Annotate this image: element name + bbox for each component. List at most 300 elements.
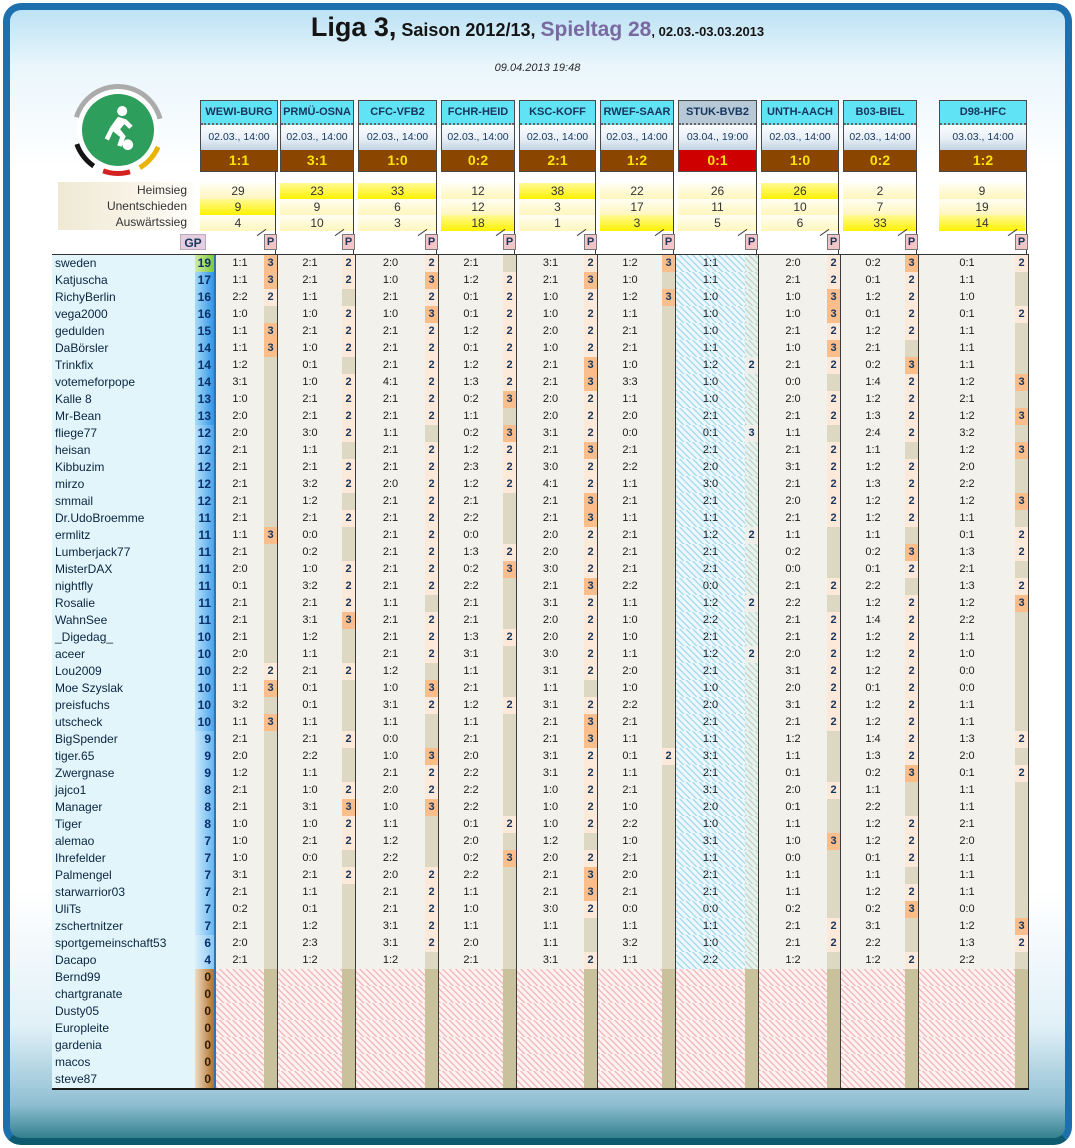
prediction-cell: [278, 561, 356, 578]
points-value: [503, 612, 516, 629]
stat-value: 3: [358, 215, 437, 231]
prediction-cell: [759, 850, 841, 867]
prediction-cell: [356, 323, 439, 340]
prediction-value: 1:2: [865, 512, 881, 524]
empty-prediction-cell: [439, 1037, 517, 1054]
prediction-cell: [517, 425, 598, 442]
prediction-value: 1:1: [622, 920, 638, 932]
table-row-empty: [52, 1020, 1029, 1037]
title-league: Liga 3,: [310, 12, 397, 42]
points-value: 2: [342, 408, 355, 425]
prediction-value: 2:1: [622, 444, 638, 456]
points-value: [425, 816, 438, 833]
prediction-cell: [759, 408, 841, 425]
player-name: sportgemeinschaft53: [52, 935, 195, 952]
prediction-value: 1:0: [232, 852, 248, 864]
prediction-cell: [759, 901, 841, 918]
points-value: 2: [827, 493, 840, 510]
prediction-value: 2:0: [463, 835, 479, 847]
points-value: 2: [584, 476, 597, 493]
points-stripe: [827, 986, 840, 1003]
table-row: [52, 323, 1029, 340]
prediction-cell: [517, 459, 598, 476]
points-value: 2: [342, 510, 355, 527]
prediction-cell: [216, 833, 278, 850]
prediction-table: [52, 100, 1029, 1090]
prediction-value: 3:1: [542, 699, 559, 711]
points-value: [1015, 850, 1028, 867]
prediction-value: 2:1: [232, 801, 248, 813]
points-stripe: [503, 1003, 516, 1020]
empty-prediction-cell: [278, 1071, 356, 1088]
prediction-value: 1:1: [542, 920, 559, 932]
empty-prediction-cell: [517, 1071, 598, 1088]
prediction-value: 2:1: [542, 733, 559, 745]
points-value: [264, 901, 277, 918]
points-header: P: [425, 234, 438, 250]
prediction-value: 0:2: [865, 546, 881, 558]
points-value: [745, 697, 758, 714]
points-value: 2: [905, 748, 918, 765]
prediction-cell: [919, 680, 1029, 697]
prediction-value: 0:0: [959, 682, 975, 694]
prediction-cell: [919, 646, 1029, 663]
prediction-cell: [356, 561, 439, 578]
table-row-empty: [52, 1003, 1029, 1020]
prediction-value: 2:1: [542, 495, 559, 507]
prediction-value: 1:2: [865, 665, 881, 677]
empty-prediction-cell: [278, 1020, 356, 1037]
points-stripe: [1015, 1054, 1028, 1071]
points-value: 2: [584, 459, 597, 476]
prediction-cell: [841, 646, 919, 663]
points-stripe: [425, 1020, 438, 1037]
points-value: [827, 901, 840, 918]
prediction-value: 2:0: [622, 869, 638, 881]
points-value: 2: [584, 255, 597, 272]
points-value: 3: [264, 323, 277, 340]
player-name: starwarrior03: [52, 884, 195, 901]
match-header-box: [843, 100, 917, 172]
table-row: [52, 697, 1029, 714]
prediction-value: 4:1: [382, 376, 399, 388]
prediction-cell: [598, 425, 676, 442]
points-value: [745, 306, 758, 323]
prediction-cell: [356, 255, 439, 272]
player-name: mirzo: [52, 476, 195, 493]
prediction-value: 2:2: [959, 614, 975, 626]
prediction-value: 1:1: [622, 597, 638, 609]
prediction-cell: [278, 578, 356, 595]
prediction-cell: [439, 340, 517, 357]
points-value: 2: [503, 374, 516, 391]
points-value: [503, 510, 516, 527]
points-value: 2: [905, 714, 918, 731]
prediction-value: 1:1: [622, 308, 638, 320]
prediction-value: 1:0: [232, 835, 248, 847]
player-name: jajco1: [52, 782, 195, 799]
player-gp: 12: [195, 425, 216, 442]
prediction-value: 2:1: [302, 512, 318, 524]
prediction-cell: [216, 697, 278, 714]
prediction-cell: [517, 493, 598, 510]
table-row: [52, 629, 1029, 646]
prediction-value: 2:0: [542, 614, 559, 626]
prediction-value: 1:2: [865, 631, 881, 643]
points-value: [1015, 612, 1028, 629]
prediction-cell: [356, 867, 439, 884]
points-value: 2: [503, 544, 516, 561]
prediction-value: 1:1: [785, 427, 801, 439]
prediction-value: 1:2: [865, 325, 881, 337]
prediction-cell: [439, 850, 517, 867]
table-row: [52, 289, 1029, 306]
prediction-cell: [919, 867, 1029, 884]
prediction-value: 3:1: [542, 597, 559, 609]
points-value: [662, 374, 675, 391]
prediction-value: 1:2: [785, 954, 801, 966]
points-value: [342, 442, 355, 459]
prediction-value: 2:1: [382, 563, 399, 575]
prediction-value: 0:0: [302, 529, 318, 541]
points-value: [342, 714, 355, 731]
points-value: [1015, 272, 1028, 289]
prediction-value: 2:1: [542, 444, 559, 456]
player-name: preisfuchs: [52, 697, 195, 714]
prediction-cell: [278, 731, 356, 748]
empty-prediction-cell: [356, 1071, 439, 1088]
points-stripe: [503, 1020, 516, 1037]
no-prediction-hatch: [439, 1003, 503, 1020]
prediction-value: 0:0: [676, 578, 745, 595]
player-gp: 11: [195, 561, 216, 578]
points-stripe: [662, 986, 675, 1003]
prediction-value: 0:2: [463, 563, 479, 575]
prediction-value: 1:1: [302, 648, 318, 660]
no-prediction-hatch: [676, 1054, 745, 1071]
points-stripe: [745, 986, 758, 1003]
prediction-cell: [841, 697, 919, 714]
points-value: [1015, 816, 1028, 833]
prediction-cell: [759, 578, 841, 595]
no-prediction-hatch: [517, 1054, 584, 1071]
prediction-cell: [356, 816, 439, 833]
points-value: [264, 884, 277, 901]
prediction-value: 1:0: [676, 680, 745, 697]
prediction-value: 2:0: [232, 937, 248, 949]
prediction-value: 0:0: [622, 427, 638, 439]
prediction-value: 2:1: [232, 478, 248, 490]
prediction-cell: [517, 867, 598, 884]
points-value: 3: [905, 544, 918, 561]
points-header: P: [745, 234, 758, 250]
points-value: 2: [905, 323, 918, 340]
prediction-cell: [676, 765, 759, 782]
prediction-cell: [356, 476, 439, 493]
points-stripe: [905, 1020, 918, 1037]
match-date: 02.03., 14:00: [844, 125, 916, 150]
prediction-cell: [676, 255, 759, 272]
prediction-cell: [598, 255, 676, 272]
prediction-value: 1:3: [865, 750, 881, 762]
points-value: [827, 867, 840, 884]
prediction-value: 2:2: [302, 750, 318, 762]
team-header: D98-HFC: [940, 101, 1026, 125]
prediction-value: 3:1: [542, 427, 559, 439]
player-name: Trinkfix: [52, 357, 195, 374]
prediction-cell: [598, 765, 676, 782]
prediction-cell: [278, 799, 356, 816]
prediction-value: 2:1: [302, 733, 318, 745]
no-prediction-hatch: [676, 1003, 745, 1020]
prediction-cell: [278, 697, 356, 714]
prediction-cell: [517, 884, 598, 901]
points-value: [1015, 561, 1028, 578]
points-stripe: [662, 1071, 675, 1088]
prediction-value: 2:0: [959, 750, 975, 762]
player-gp: 14: [195, 340, 216, 357]
prediction-cell: [216, 629, 278, 646]
player-gp: 12: [195, 459, 216, 476]
prediction-cell: [598, 867, 676, 884]
table-row: [52, 748, 1029, 765]
prediction-cell: [759, 357, 841, 374]
prediction-value: 2:1: [785, 274, 801, 286]
prediction-value: 1:0: [382, 308, 399, 320]
team-header: CFC-VFB2: [359, 101, 436, 125]
prediction-value: 2:1: [676, 714, 745, 731]
prediction-value: 2:1: [622, 563, 638, 575]
points-value: 2: [905, 408, 918, 425]
points-value: [264, 459, 277, 476]
prediction-cell: [517, 612, 598, 629]
points-value: 2: [503, 357, 516, 374]
prediction-value: 1:1: [676, 255, 745, 272]
prediction-cell: [517, 697, 598, 714]
no-prediction-hatch: [919, 969, 1015, 986]
prediction-cell: [278, 425, 356, 442]
prediction-value: 1:0: [622, 682, 638, 694]
no-prediction-hatch: [676, 1020, 745, 1037]
points-value: 2: [827, 510, 840, 527]
match-column: [759, 100, 841, 231]
empty-prediction-cell: [278, 969, 356, 986]
empty-prediction-cell: [439, 986, 517, 1003]
empty-prediction-cell: [216, 1003, 278, 1020]
points-stripe: [584, 986, 597, 1003]
prediction-cell: [598, 748, 676, 765]
points-value: 2: [425, 340, 438, 357]
prediction-cell: [919, 595, 1029, 612]
prediction-value: 3:1: [382, 937, 399, 949]
player-gp: 12: [195, 442, 216, 459]
empty-prediction-cell: [676, 1003, 759, 1020]
points-value: [264, 646, 277, 663]
prediction-value: 0:0: [785, 563, 801, 575]
prediction-cell: [439, 510, 517, 527]
points-stripe: [425, 969, 438, 986]
prediction-cell: [598, 714, 676, 731]
prediction-cell: [439, 306, 517, 323]
points-value: 2: [584, 323, 597, 340]
prediction-cell: [356, 425, 439, 442]
points-value: [662, 493, 675, 510]
points-value: [827, 731, 840, 748]
stat-value: 33: [358, 183, 437, 199]
no-prediction-hatch: [517, 986, 584, 1003]
prediction-value: 2:1: [382, 359, 399, 371]
stat-value: 23: [280, 183, 354, 199]
points-value: [745, 816, 758, 833]
points-value: 2: [342, 476, 355, 493]
points-value: [827, 374, 840, 391]
points-value: 3: [584, 493, 597, 510]
match-column: [841, 100, 919, 231]
prediction-cell: [216, 884, 278, 901]
points-value: [264, 748, 277, 765]
player-name: Lou2009: [52, 663, 195, 680]
empty-prediction-cell: [216, 1020, 278, 1037]
points-value: 3: [1015, 408, 1028, 425]
points-stripe: [503, 969, 516, 986]
prediction-cell: [841, 255, 919, 272]
prediction-cell: [216, 816, 278, 833]
prediction-cell: [841, 476, 919, 493]
points-value: [425, 833, 438, 850]
prediction-value: 2:2: [382, 852, 399, 864]
prediction-value: 2:3: [463, 461, 479, 473]
prediction-cell: [216, 544, 278, 561]
points-stripe: [827, 1071, 840, 1088]
match-result: 1:2: [940, 150, 1026, 171]
prediction-value: 1:1: [463, 886, 479, 898]
prediction-value: 1:2: [622, 257, 638, 269]
table-row: [52, 884, 1029, 901]
team-header: FCHR-HEID: [442, 101, 514, 125]
player-gp: 11: [195, 612, 216, 629]
prediction-cell: [676, 391, 759, 408]
prediction-cell: [598, 476, 676, 493]
prediction-value: 1:2: [865, 699, 881, 711]
empty-prediction-cell: [919, 1054, 1029, 1071]
no-prediction-hatch: [759, 1071, 827, 1088]
player-gp: 0: [195, 1003, 216, 1020]
points-value: [905, 578, 918, 595]
table-row: [52, 850, 1029, 867]
points-value: 3: [425, 799, 438, 816]
points-value: [264, 391, 277, 408]
prediction-value: 1:2: [865, 716, 881, 728]
prediction-value: 1:1: [959, 342, 975, 354]
points-value: 2: [905, 629, 918, 646]
points-stripe: [662, 969, 675, 986]
prediction-cell: [517, 901, 598, 918]
prediction-value: 0:1: [463, 291, 479, 303]
points-value: 2: [905, 374, 918, 391]
prediction-value: 2:0: [785, 682, 801, 694]
prediction-cell: [278, 782, 356, 799]
player-name: Tiger: [52, 816, 195, 833]
prediction-value: 1:0: [622, 359, 638, 371]
table-row: [52, 255, 1029, 272]
prediction-value: 2:0: [622, 665, 638, 677]
prediction-cell: [216, 935, 278, 952]
points-value: [827, 561, 840, 578]
no-prediction-hatch: [919, 1003, 1015, 1020]
points-value: [662, 340, 675, 357]
prediction-value: 2:1: [302, 257, 318, 269]
prediction-cell: [598, 408, 676, 425]
points-value: [264, 952, 277, 969]
points-value: [662, 323, 675, 340]
prediction-value: 3:0: [542, 648, 559, 660]
table-row: [52, 408, 1029, 425]
table-row-empty: [52, 1054, 1029, 1071]
prediction-cell: [517, 561, 598, 578]
prediction-value: 2:1: [785, 410, 801, 422]
points-value: [905, 442, 918, 459]
prediction-cell: [598, 544, 676, 561]
prediction-cell: [919, 918, 1029, 935]
prediction-value: 2:1: [676, 867, 745, 884]
prediction-cell: [216, 340, 278, 357]
no-prediction-hatch: [216, 1054, 264, 1071]
points-value: [264, 935, 277, 952]
prediction-cell: [919, 255, 1029, 272]
empty-prediction-cell: [676, 1037, 759, 1054]
match-header-box: [519, 100, 596, 172]
prediction-value: 1:1: [382, 427, 399, 439]
prediction-cell: [439, 663, 517, 680]
points-value: [662, 357, 675, 374]
prediction-cell: [598, 731, 676, 748]
player-gp: 10: [195, 646, 216, 663]
points-value: 2: [827, 391, 840, 408]
prediction-cell: [356, 357, 439, 374]
prediction-value: 3:0: [542, 903, 559, 915]
points-value: 2: [584, 544, 597, 561]
prediction-value: 1:1: [463, 920, 479, 932]
prediction-cell: [598, 561, 676, 578]
points-value: [342, 952, 355, 969]
points-stripe: [745, 1037, 758, 1054]
points-value: [745, 510, 758, 527]
prediction-cell: [216, 782, 278, 799]
points-stripe: [827, 1054, 840, 1071]
points-value: 3: [503, 425, 516, 442]
points-value: [503, 731, 516, 748]
prediction-value: 2:1: [302, 597, 318, 609]
points-value: [342, 646, 355, 663]
empty-prediction-cell: [919, 1003, 1029, 1020]
prediction-cell: [919, 561, 1029, 578]
prediction-value: 1:1: [676, 918, 745, 935]
prediction-cell: [759, 799, 841, 816]
prediction-value: 1:3: [865, 478, 881, 490]
prediction-cell: [517, 544, 598, 561]
player-name: Mr-Bean: [52, 408, 195, 425]
prediction-cell: [841, 408, 919, 425]
prediction-value: 2:2: [865, 801, 881, 813]
prediction-value: 1:1: [959, 869, 975, 881]
prediction-cell: [841, 510, 919, 527]
prediction-cell: [278, 867, 356, 884]
empty-prediction-cell: [517, 986, 598, 1003]
prediction-value: 2:2: [232, 291, 248, 303]
points-value: 3: [264, 272, 277, 289]
prediction-value: 2:0: [382, 869, 399, 881]
prediction-value: 1:1: [232, 529, 248, 541]
